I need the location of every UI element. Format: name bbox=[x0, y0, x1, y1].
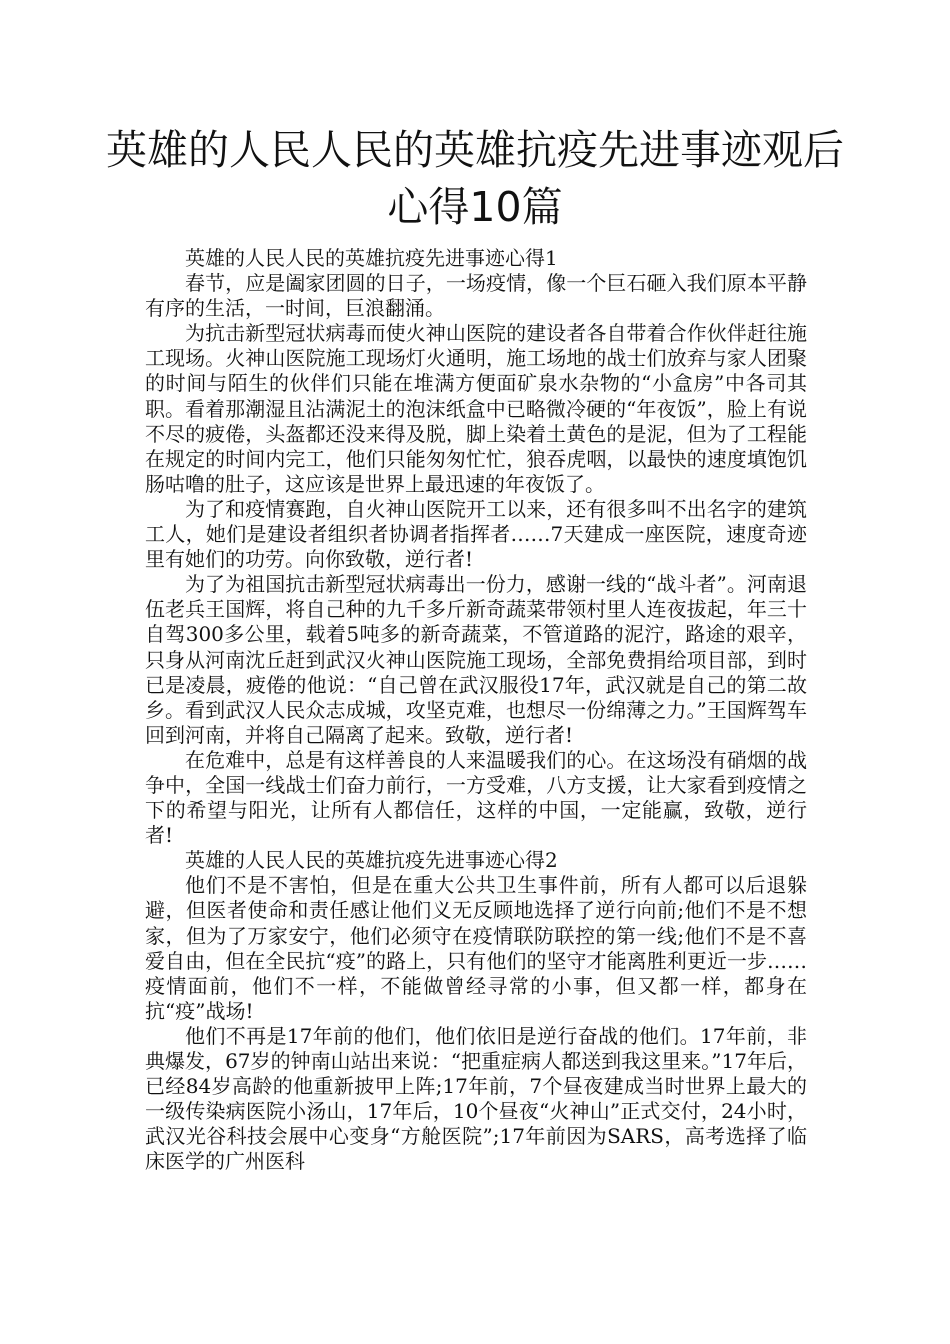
section-heading: 英雄的人民人民的英雄抗疫先进事迹心得2 bbox=[185, 848, 558, 873]
paragraph: 为抗击新型冠状病毒而使火神山医院的建设者各自带着合作伙伴赶往施工现场。火神山医院施工现场灯火通明，施工场地的战士们放弃与家人团聚的时间与陌生的伙伴们只能在堆满方便面矿泉水杂物的“小盒房”中各司其职。看着那潮湿且沾满泥土的泡沫纸盒中已略微冷硬的“年夜饭”，脸上有说不尽的疲倦，头盔都还没来得及脱，脚上染着土黄色的是泥，但为了工程能在规定的时间内完工，他们只能匆匆忙忙，狼吞虎咽，以最快的速度填饱饥肠咕噜的肚子，这应该是世界上最迅速的年夜饭了。 bbox=[145, 321, 807, 496]
paragraph: 他们不是不害怕，但是在重大公共卫生事件前，所有人都可以后退躲避，但医者使命和责任感让他们义无反顾地选择了逆行向前;他们不是不想家，但为了万家安宁，他们必须守在疫情联防联控的第一线;他们不是不喜爱自由，但在全民抗“疫”的路上，只有他们的坚守才能离胜利更近一步……疫情面前，他们不一样，不能做曾经寻常的小事，但又都一样，都身在抗“疫”战场! bbox=[145, 873, 807, 1023]
paragraph: 为了和疫情赛跑，自火神山医院开工以来，还有很多叫不出名字的建筑工人，她们是建设者组织者协调者指挥者……7天建成一座医院，速度奇迹里有她们的功劳。向你致敬，逆行者! bbox=[145, 496, 807, 572]
document-title: 英雄的人民人民的英雄抗疫先进事迹观后心得10篇 bbox=[106, 126, 844, 231]
section-heading: 英雄的人民人民的英雄抗疫先进事迹心得1 bbox=[185, 246, 558, 270]
paragraph: 在危难中，总是有这样善良的人来温暖我们的心。在这场没有硝烟的战争中，全国一线战士们奋力前行，一方受难，八方支援，让大家看到疫情之下的希望与阳光，让所有人都信任，这样的中国，一定能赢，致敬，逆行者! bbox=[145, 747, 807, 848]
paragraph: 他们不再是17年前的他们，他们依旧是逆行奋战的他们。17年前，非典爆发，67岁的钟南山站出来说：“把重症病人都送到我这里来。”17年后，已经84岁高龄的他重新披甲上阵;17年前，7个昼夜建成当时世界上最大的一级传染病医院小汤山，17年后，10个昼夜“火神山”正式交付，24小时，武汉光谷科技会展中心变身“方舱医院”;17年前因为SARS，高考选择了临床医学的广州医科 bbox=[145, 1023, 807, 1174]
paragraph: 为了为祖国抗击新型冠状病毒出一份力，感谢一线的“战斗者”。河南退伍老兵王国辉，将自己种的九千多斤新奇蔬菜带领村里人连夜拔起，年三十自驾300多公里，载着5吨多的新奇蔬菜，不管道路的泥泞，路途的艰辛，只身从河南沈丘赶到武汉火神山医院施工现场，全部免费捐给项目部，到时已是凌晨，疲倦的他说：“自己曾在武汉服役17年，武汉就是自己的第二故乡。看到武汉人民众志成城，攻坚克难，也想尽一份绵薄之力。”王国辉驾车回到河南，并将自己隔离了起来。致敬，逆行者! bbox=[145, 572, 807, 747]
document-body bbox=[145, 246, 807, 1174]
paragraph: 春节，应是阖家团圆的日子，一场疫情，像一个巨石砸入我们原本平静有序的生活，一时间，巨浪翻涌。 bbox=[145, 271, 807, 321]
